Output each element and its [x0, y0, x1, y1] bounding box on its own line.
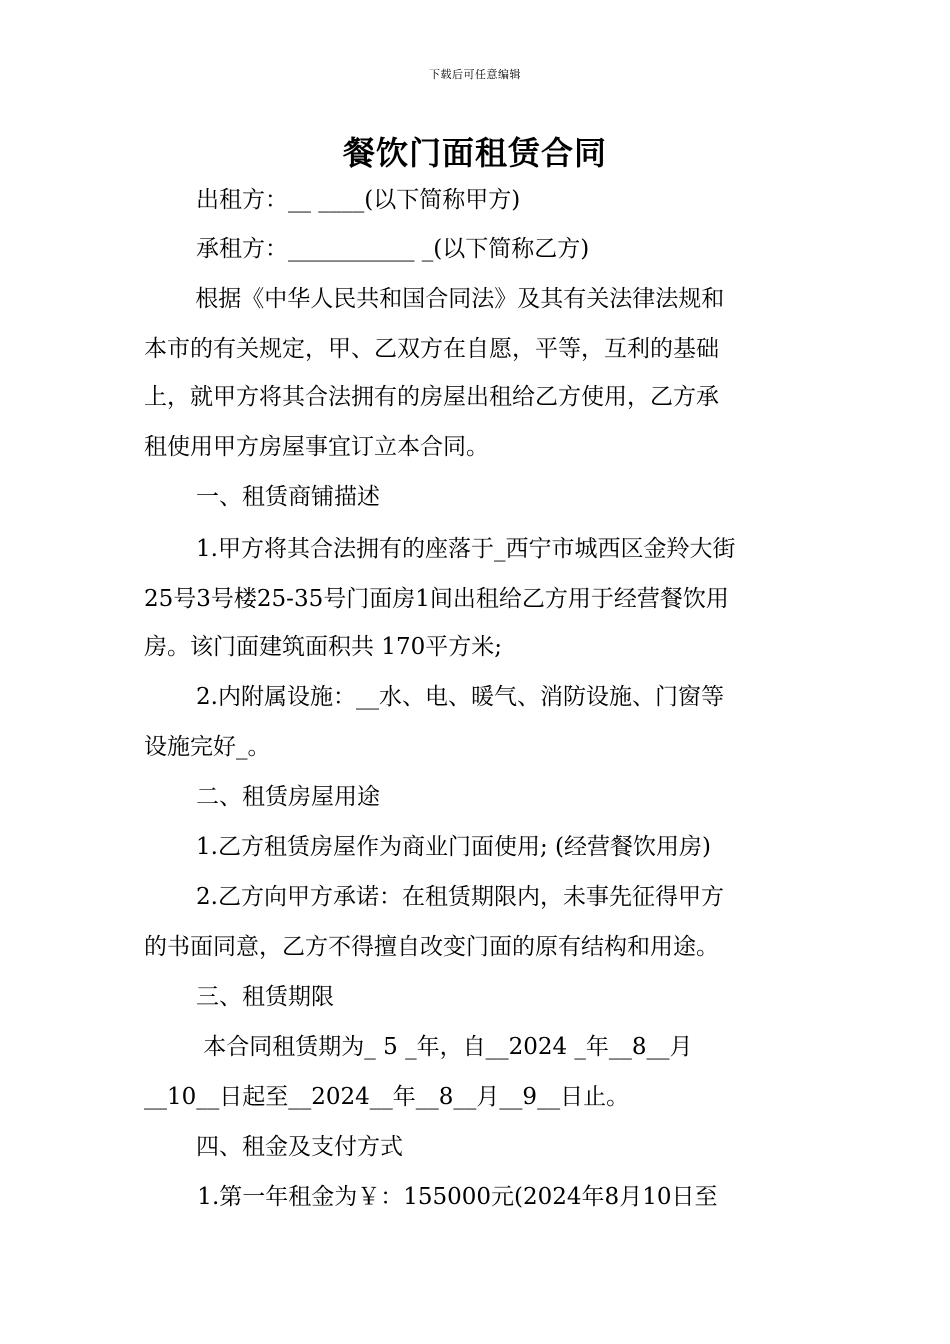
section-3-term-line-2: __10__日起至__2024__年__8__月__9__日止。 — [144, 1084, 630, 1110]
section-2-clause-1: 1.乙方租赁房屋作为商业门面使用; (经营餐饮用房) — [196, 834, 711, 860]
preamble-line-4: 租使用甲方房屋事宜订立本合同。 — [144, 434, 489, 460]
header-note: 下载后可任意编辑 — [429, 68, 521, 81]
preamble-line-3: 上，就甲方将其合法拥有的房屋出租给乙方使用，乙方承 — [144, 384, 719, 410]
lessee-line: 承租方：___________ _(以下简称乙方) — [196, 236, 590, 262]
section-2-clause-2-line-1: 2.乙方向甲方承诺：在租赁期限内，未事先征得甲方 — [196, 884, 724, 910]
section-1-clause-2-line-1: 2.内附属设施：__水、电、暖气、消防设施、门窗等 — [196, 684, 724, 710]
document-title: 餐饮门面租赁合同 — [342, 134, 607, 172]
section-1-clause-1-line-1: 1.甲方将其合法拥有的座落于_西宁市城西区金羚大街 — [196, 536, 736, 562]
section-1-heading: 一、租赁商铺描述 — [196, 484, 380, 510]
section-4-clause-1-line-1: 1.第一年租金为￥：155000元(2024年8月10日至 — [190, 1184, 718, 1210]
section-3-term-line-1: 本合同租赁期为_ 5 _年，自__2024 _年__8__月 — [196, 1034, 693, 1060]
section-4-heading: 四、租金及支付方式 — [196, 1134, 403, 1160]
section-3-heading: 三、租赁期限 — [196, 984, 334, 1010]
preamble-line-1: 根据《中华人民共和国合同法》及其有关法律法规和 — [188, 286, 725, 312]
section-1-clause-1-line-2: 25号3号楼25-35号门面房1间出租给乙方用于经营餐饮用 — [144, 586, 729, 612]
preamble-line-2: 本市的有关规定，甲、乙双方在自愿，平等，互利的基础 — [144, 336, 719, 362]
lessor-line: 出租方：__ ____(以下简称甲方) — [196, 187, 521, 213]
section-2-heading: 二、租赁房屋用途 — [196, 784, 380, 810]
section-2-clause-2-line-2: 的书面同意，乙方不得擅自改变门面的原有结构和用途。 — [144, 934, 719, 960]
section-1-clause-1-line-3: 房。该门面建筑面积共 170平方米; — [144, 634, 502, 660]
section-1-clause-2-line-2: 设施完好_。 — [144, 734, 271, 760]
